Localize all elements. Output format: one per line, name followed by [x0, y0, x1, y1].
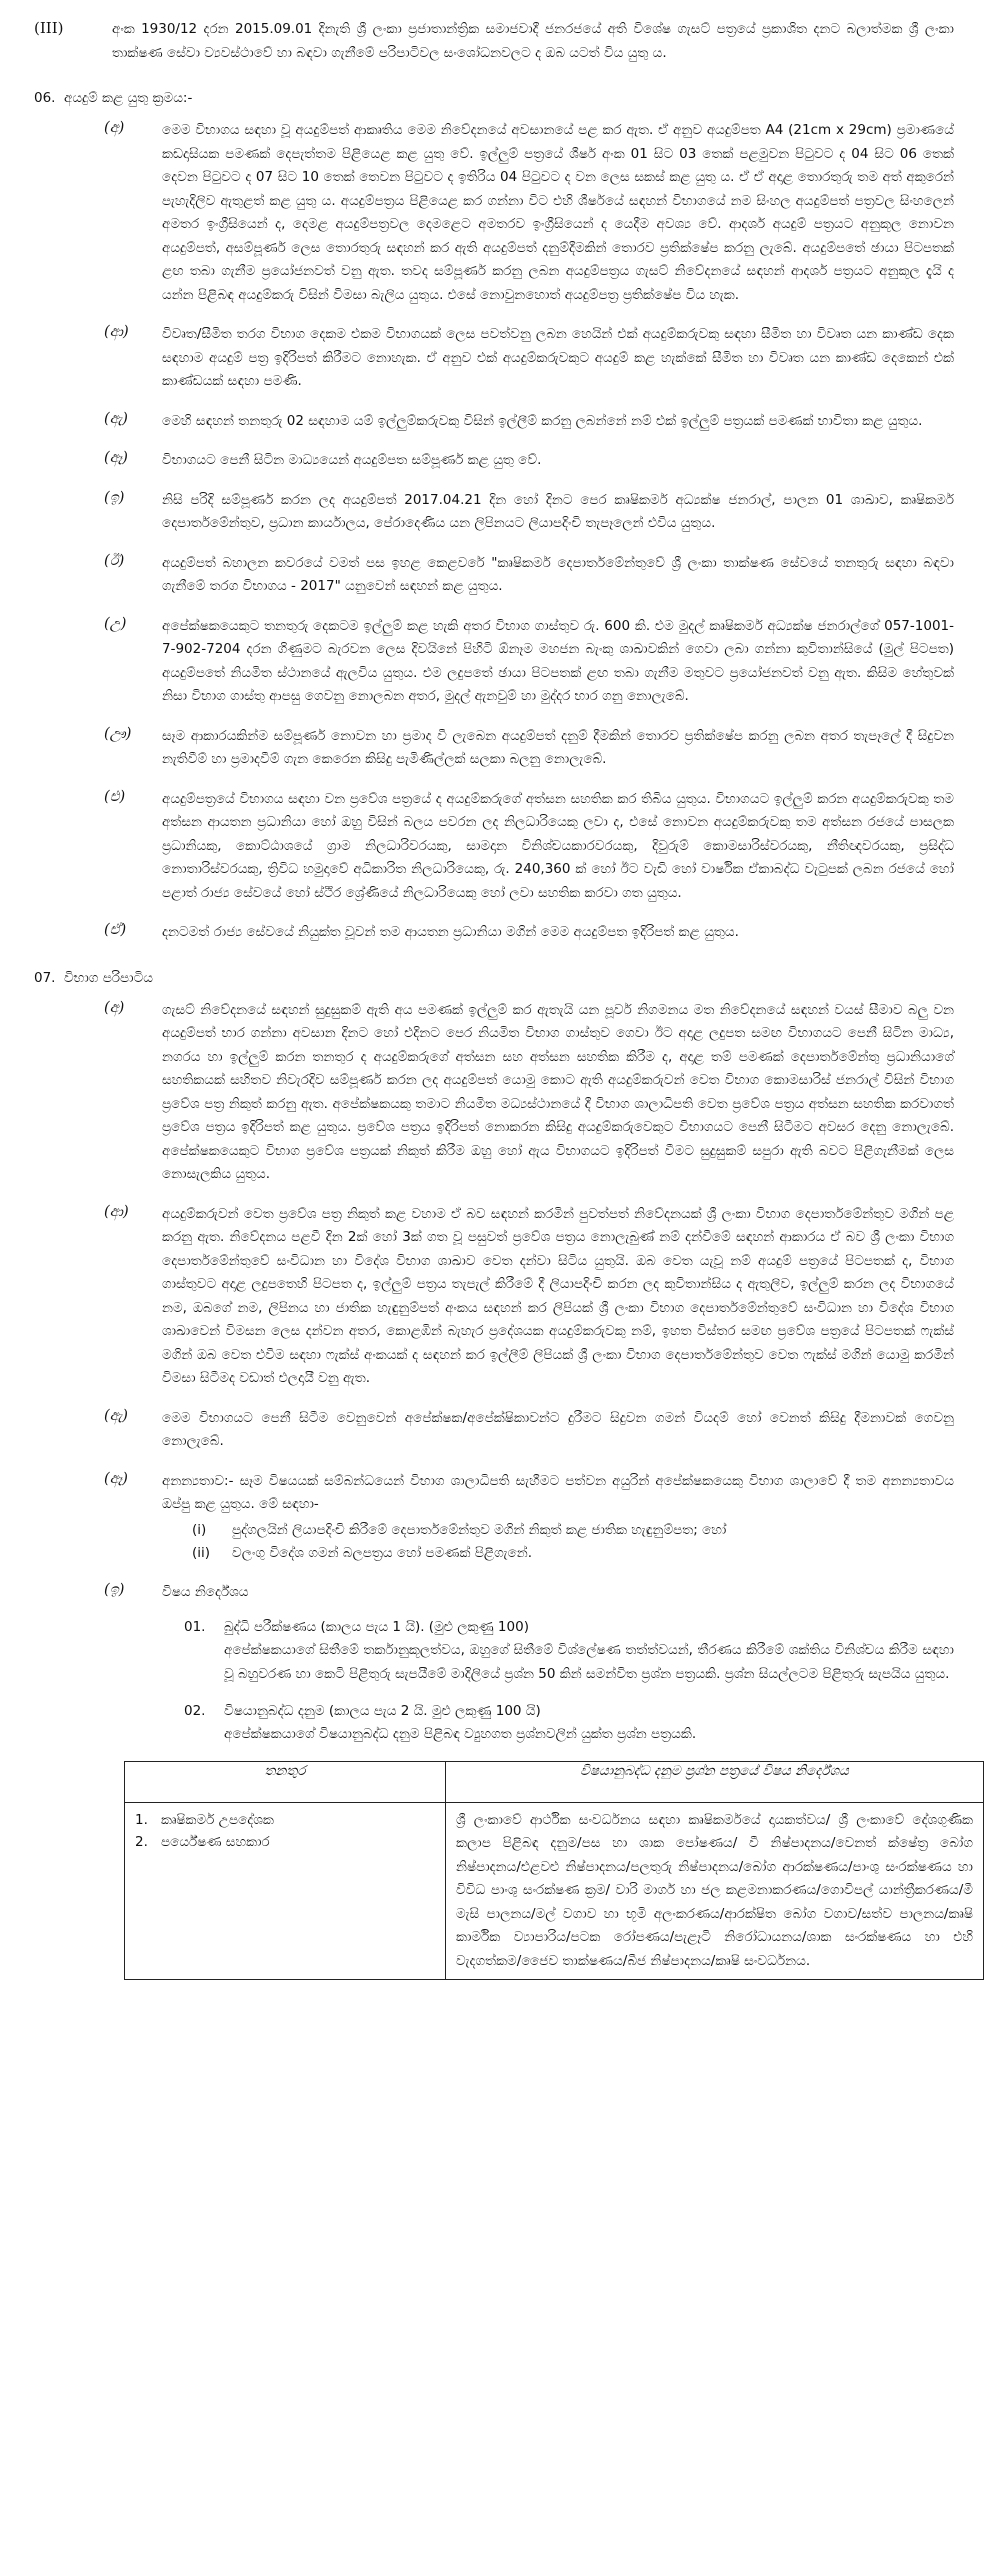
section-number: 06. [34, 90, 56, 106]
table-header-position: තනතුර [125, 1761, 446, 1802]
item-label: (අ) [104, 999, 125, 1016]
item-label: (ඌ) [104, 725, 132, 742]
section-07-item [104, 1470, 954, 1565]
subject-text: අපේක්ෂකයාගේ සිතීමේ තර්කානුකූලත්වය, ඔහුගේ සිතීමේ විශ්ලේෂණ තත්ත්වයන්, තීරණය කිරීමේ ශක්තිය විනිශ්චය කිරීම සඳහා වූ බහුවරණ හා කෙටි පිළිතුරු සැපයීමේ මාදිලියේ ප්‍රශ්න 50 කින් සමන්විත ප්‍රශ්න පත්‍රයකි. ප්‍රශ්න සියල්ලටම පිළිතුරු සැපයිය යුතුය. [224, 1642, 954, 1682]
table-row [125, 1802, 984, 1980]
item-text: විවෘත/සීමිත තරග විභාග දෙකම එකම විභාගයක් ලෙස පවත්වනු ලබන හෙයින් එක් අයදුම්කරුවකු සඳහා සීමිත හා විවෘත යන කාණ්ඩ දෙක සඳහාම අයදුම් පත්‍ර ඉදිරිපත් කිරීමට නොහැක. ඒ අනුව එක් අයදුම්කරුවකුට අයදුම් කළ හැක්කේ සීමිත හා විවෘත යන කාණ්ඩ දෙකෙන් එක් කාණ්ඩයක් සඳහා පමණි. [162, 326, 954, 389]
positions-cell [125, 1802, 446, 1980]
clause-iii [34, 18, 954, 65]
subject-heading [184, 1700, 954, 1723]
position-name: පර්යේෂණ සහකාර [161, 1834, 270, 1850]
item-text: මෙහි සඳහන් තනතුරු 02 සඳහාම යම් ඉල්ලුම්කරුවකු විසින් ඉල්ලීම් කරනු ලබන්නේ නම් එක් ඉල්ලුම් පත්‍රයක් පමණක් භාවිතා කළ යුතුය. [162, 412, 923, 429]
clause-text: අංක 1930/12 දරන 2015.09.01 දිනැති ශ්‍රී ලංකා ප්‍රජාතාන්ත්‍රික සමාජවාදී ජනරජයේ අති විශේෂ ගැසට් පත්‍රයේ ප්‍රකාශිත දනට බලාත්මක ශ්‍රී ලංකා තාක්ෂණ සේවා ව්‍යවස්ථාවේ හා බඳවා ගැනීමේ පරිපාටිවල සංශෝධනවලට ද ඔබ යටත් විය යුතු ය. [112, 21, 954, 61]
item-text: මෙම විභාගය සඳහා වූ අයදුම්පත් ආකෘතිය මෙම නිවේදනයේ අවසානයේ පළ කර ඇත. ඒ අනුව අයදුම්පත A4 (21cm x 29cm) ප්‍රමාණයේ කඩදාසියක පමණක් දෙපැත්තම පිළියෙළ කළ යුතු වේ. ඉල්ලුම් පත්‍රයේ ශීර්ෂ අංක 01 සිට 03 තෙක් පළමුවන පිටුවට ද 04 සිට 06 තෙක් දෙවන පිටුවට ද 07 සිට 10 තෙක් තෙවන පිටුවට ද ඉතිරිය 04 පිටුවට ද වන ලෙස සකස් කළ යුතු ය. ඒ ඒ අදාළ තොරතුරු තම අත් අකුරෙන් පැහැදිලිව ඇතුළත් කළ යුතු ය. අයදුම්පත්‍රය පිළියෙළ කර ගන්නා විට එහි ශීර්ෂයේ සඳහන් විභාගයේ නම සිංහල අයදුම්පත් පත්‍රවල සිංහලෙන් අමතර ඉංග්‍රීසියෙන් ද, දෙමළ අයදුම්පත්‍රවල දෙමළෙට අමතරව ඉංග්‍රීසියෙන් ද යෙදීම අවශ්‍ය වේ. ආදර්ශ අයදුම් පත්‍රයට අනුකූල නොවන අයදුම්පත්, අසම්පූර්ණ ලෙස තොරතුරු සඳහන් කර ඇති අයදුම්පත් දනුම්දීමකින් තොරව ප්‍රතික්ෂේප කරනු ලැබේ. අයදුම්පතේ ඡායා පිටපතක් ළඟ තබා ගැනීම ප්‍රයෝජනවත් වනු ඇත. තවද සම්පූර්ණ කරනු ලබන අයදුම්පත්‍රය ගැසට් නිවේදනයේ සඳහන් ආදර්ශ පත්‍රයට අනුකූල දැයි ද යන්න පිළිබඳ අයදුම්කරු විසින් විමසා බැලිය යුතුය. එසේ නොවුනහොත් අයදුම්පත්‍ර ප්‍රතික්ෂේප විය හැක. [162, 122, 954, 303]
subject-block [184, 1616, 954, 1686]
subject-title: විෂයානුබද්ධ දනුම (කාලය පැය 2 යි. මුළු ලකුණු 100 යි) [224, 1703, 541, 1719]
item-text: විෂය නිර්දේශය [162, 1583, 249, 1600]
table-header-row [125, 1761, 984, 1802]
list-number: (ii) [192, 1544, 211, 1561]
item-label: (ඈ) [104, 1470, 128, 1487]
item-text: නිසි පරිදි සම්පූර්ණ කරන ලද අයදුම්පත් 2017.04.21 දින හෝ දිනට පෙර කෘෂිකර්ම අධ්‍යක්ෂ ජනරාල්, පාලන 01 ශාඛාව, කෘෂිකර්ම දෙපාර්තමේන්තුව, ප්‍රධාන කාර්යාලය, පේරාදෙණිය යන ලිපිනයට ලියාපදිංචි තැපෑලෙන් එවිය යුතුය. [162, 491, 954, 531]
section-06-item [104, 119, 954, 307]
item-text: අයදුම්පත්‍රයේ විභාගය සඳහා වන ප්‍රවේශ පත්‍රයේ ද අයදුම්කරුගේ අත්සන සහතික කර තිබිය යුතුය. විභාගයට ඉල්ලුම් කරන අයදුම්කරුවකු තම අත්සන ආයතන ප්‍රධානියා හෝ ඔහු විසින් බලය පවරන ලද නිලධාරියෙකු ලවා ද, එසේ නොවන අයදුම්කරුවකු තම අත්සන රජයේ පාසලක ප්‍රධානියකු, කොට්ඨාශයේ ග්‍රාම නිලධාරිවරයකු, සාමදාන විනිශ්චයකාරවරයකු, දිවුරුම් කොමසාරිස්වරයකු, නීතිඥවරයකු, ප්‍රසිද්ධ නොතාරිස්වරයකු, ත්‍රිවිධ හමුදාවේ අධිකාරිත නිලධාරියෙකු, රු. 240,360 ක් හෝ ඊට වැඩි හෝ වාර්ෂික ඒකාබද්ධ වැටුපක් ලබන රජයේ හෝ පළාත් රාජ්‍ය සේවයේ හෝ ස්ථිර ශ්‍රේණියේ නිලධාරියෙකු හෝ ලවා සහතික කරවා ගත යුතුය. [162, 790, 954, 901]
item-text: අපේක්ෂකයෙකුට තනතුරු දෙකටම ඉල්ලුම් කළ හැකි අතර විභාග ගාස්තුව රු. 600 කි. එම මුදල් කෘෂිකර්ම අධ්‍යක්ෂ ජනරාල්ගේ 057-1001-7-902-7204 දරන ගිණුමට බැරවන ලෙස දිවයිනේ පිහිටි ඕනෑම මහජන බැංකු ශාඛාවකින් ගෙවා ලබා ගන්නා කුවිතාන්සියේ (මුල් පිටපත) අයදුම්පතේ නියමිත ස්ථානයේ ඇලවිය යුතුය. එම ලදුපතේ ඡායා පිටපතක් ළඟ තබා ගැනීම මතුවට ප්‍රයෝජනවත් වනු ඇත. කිසිම හේතුවක් නිසා විභාග ගාස්තු ආපසු ගෙවනු නොලබන අතර, මුදල් ඇනවුම් හා මුද්දර භාර ගනු නොලැබේ. [162, 617, 954, 704]
item-label: (ඒ) [104, 922, 127, 938]
subject-block [184, 1700, 954, 1747]
section-06-item [104, 489, 954, 536]
section-07-heading [34, 967, 954, 989]
item-text: මෙම විභාගයට පෙනී සිටීම වෙනුවෙන් අපේක්ෂක/අපේක්ෂිකාවන්ට දුරීමට සිදුවන ගමන් වියදම් හෝ වෙනත් කිසිදු දීමනාවක් ගෙවනු නොලැබේ. [162, 1409, 954, 1449]
item-label: (ඈ) [104, 450, 128, 466]
item-label: (ආ) [104, 1203, 129, 1220]
item-label: (අ) [104, 120, 125, 136]
item-label: (ඇ) [104, 410, 128, 427]
subject-heading [184, 1616, 954, 1639]
list-item [192, 1542, 954, 1565]
section-06-item [104, 788, 954, 906]
item-label: (උ) [104, 615, 127, 632]
item-text: ගැසට් නිවේදනයේ සඳහන් සුදුසුකම් ඇති අය පමණක් ඉල්ලුම් කර ඇතැයි යන පූර්ව නිගමනය මත නිවේදනයේ සඳහන් වයස් සීමාව බලු වන අයදුම්පත් භාර ගන්නා අවසාන දිනට හෝ එදිනට පෙර නියමිත විභාග ගාස්තුව ගෙවා ඊට අදාළ ලදුපත සමඟ විභාගයට පෙනී සිටින මාධ්‍ය, නගරය හා ඉල්ලුම් කරන තනතුර ද අයදුම්කරුගේ අත්සන සහ අත්සන සහතික කිරීම ද, අදාළ තම් පමණක් දෙපාර්තමේන්තු ප්‍රධානියාගේ සහතිකයක් සහිතව නිවැරදිව සම්පූර්ණ කරන ලද අයදුම්පත් යොමු කොට ඇති අයදුම්කරුවන් වෙත විභාග කොමසාරිස් ජනරාල් විසින් විභාග ප්‍රවේශ පත්‍ර නිකුත් කරනු ඇත. අපේක්ෂකයකු තමාට නියමිත මධ්‍යස්ථානයේ දී විභාග ශාලාධිපති වෙත ප්‍රවේශ පත්‍රය අත්සන සහතික කරවාගත් ප්‍රවේශ පත්‍රය ඉදිරිපත් කළ යුතුය. ප්‍රවේශ පත්‍රය ඉදිරිපත් නොකරන කිසිදු අයදුම්කරුවෙකුට විභාගයට පෙනී සිටීමට අවසර දෙනු නොලැබේ. අපේක්ෂකයෙකුට විභාග ප්‍රවේශ පත්‍රයක් නිකුත් කිරීම ඔහු හෝ ඇය විභාගයට ඉදිරිපත් වීමට සුදුසුකම් සපුරා ඇති බවට පිළිගැනීමක් ලෙස නොසැලකිය යුතුය. [162, 1001, 954, 1182]
list-number: (i) [192, 1521, 207, 1538]
position-name: කෘෂිකර්ම උපදේශක [161, 1811, 274, 1828]
item-text: විභාගයට පෙනී සිටින මාධ්‍යයෙන් අයදුම්පත සම්පූර්ණ කළ යුතු වේ. [162, 452, 542, 468]
section-06-heading [34, 87, 954, 109]
syllabus-text: ශ්‍රී ලංකාවේ ආර්ථික සංවර්ධනය සඳහා කෘෂිකර්මයේ දායකත්වය/ ශ්‍රී ලංකාවේ දේශගුණික කලාප පිළිබඳ දනුම/පස හා ශාක පෝෂණය/ වී නිෂ්පාදනය/වෙනත් ක්ෂේත්‍ර බෝග නිෂ්පාදනය/එළවළු නිෂ්පාදනය/පලතුරු නිෂ්පාදනය/බෝග ආරක්ෂණය/පාංශු සංරක්ෂණය හා විවිධ පාංශු සංරක්ෂණ ක්‍රම/ වාරි මාර්ග හා ජල කළමනාකරණය/ගොවිපල් යාන්ත්‍රීකරණය/මී මැසි පාලනය/මල් වගාව හා භූමි අලංකරණය/ආරක්ෂිත බෝග වගාව/සත්ව පාලනය/කෘෂි කාර්මික ව්‍යාපාරිය/පටක රෝපණය/පැළෑටි නිරෝධායනය/ශාක සංරක්ෂණය හා එහි වැදගත්කම/ජෛව තාක්ෂණය/බීජ නිෂ්පාදනය/කෘෂි සංවර්ධනය. [456, 1811, 973, 1969]
subject-number: 01. [184, 1619, 206, 1635]
item-label: (එ) [104, 788, 126, 805]
section-07-item [104, 1203, 954, 1391]
section-06-item [104, 410, 954, 434]
item-label: (ආ) [104, 324, 129, 340]
item-label: (ඊ) [104, 552, 125, 569]
section-07-item [104, 1407, 954, 1454]
position-item [135, 1831, 435, 1854]
item-text: අයදුම්පත් බහාලන කවරයේ වමත් පස ඉහළ කෙළවරේ "කෘෂිකර්ම දෙපාර්තමේන්තුවේ ශ්‍රී ලංකා තාක්ෂණ සේවයේ තනතුරු සඳහා බඳවා ගැනීමේ තරග විභාගය - 2017" යනුවෙන් සඳහන් කළ යුතුය. [162, 554, 954, 594]
subject-title: බුද්ධි පරීක්ෂණය (කාලය පැය 1 යි). (මුළු ලකුණු 100) [224, 1619, 529, 1635]
identity-document-list [192, 1519, 954, 1565]
list-text: පුද්ගලයින් ලියාපදිංචි කිරීමේ දෙපාර්තමේන්තුව මගින් නිකුත් කළ ජාතික හැඳුනුම්පත; හෝ [232, 1521, 727, 1538]
position-number: 2. [135, 1834, 148, 1850]
section-06-item [104, 323, 954, 394]
section-06-item [104, 449, 954, 473]
section-number: 07. [34, 969, 56, 986]
syllabus-table [124, 1761, 984, 1981]
item-text: සෑම ආකාරයකින්ම සම්පූර්ණ නොවන හා ප්‍රමාද වී ලැබෙන අයදුම්පත් දනුම් දීමකින් තොරව ප්‍රතික්ෂේප කරනු ලබන අතර තැපෑලේ දී සිදුවන නැතිවීම් හා ප්‍රමාදවීම් ගැන කෙරෙන කිසිදු පැමිණිල්ලක් සලකා බලනු නොලැබේ. [162, 727, 954, 767]
section-06-item [104, 615, 954, 709]
section-06-item [104, 552, 954, 599]
item-text: අනන්‍යතාව:- සෑම විෂයයක් සම්බන්ධයෙන් විභාග ශාලාධිපති සැහීමට පත්වන අයුරින් අපේක්ෂකයෙකු විභාග ශාලාවේ දී තම අනන්‍යතාවය ඔප්පු කළ යුතුය. මේ සඳහා- [162, 1472, 954, 1512]
clause-label: (III) [34, 19, 64, 37]
subject-text: අපේක්ෂකයාගේ විෂයානුබද්ධ දනුම පිළිබඳ ව්‍යුහගත ප්‍රශ්නවලින් යුක්ත ප්‍රශ්න පත්‍රයකි. [224, 1726, 697, 1742]
section-title: විභාග පරිපාටිය [64, 969, 154, 986]
table-header-syllabus: විෂයානුබද්ධ දනුම ප්‍රශ්න පත්‍රයේ විෂය නිර්දේශය [446, 1761, 984, 1802]
item-label: (ඉ) [104, 489, 125, 506]
position-number: 1. [135, 1811, 148, 1828]
item-text: දනටමත් රාජ්‍ය සේවයේ නියුක්ත වූවන් තම ආයතන ප්‍රධානියා මගින් මෙම අයදුම්පත ඉදිරිපත් කළ යුතුය. [162, 924, 739, 940]
section-06-item [104, 725, 954, 772]
position-item [135, 1809, 435, 1832]
section-06-item [104, 921, 954, 945]
item-label: (ඉ) [104, 1581, 125, 1598]
syllabus-cell [446, 1802, 984, 1980]
subject-number: 02. [184, 1703, 206, 1719]
list-item [192, 1519, 954, 1542]
item-text: අයදුම්කරුවන් වෙත ප්‍රවේශ පත්‍ර නිකුත් කළ වහාම ඒ බව සඳහන් කරමින් පුවත්පත් නිවේදනයක් ශ්‍රී ලංකා විභාග දෙපාර්තමේන්තුව මගින් පළ කරනු ඇත. නිවේදනය පළවී දින 2ක් හෝ 3ක් ගත වූ පසුවත් ප්‍රවේශ පත්‍රය නොලැබුණ් නම් දන්වීමේ සඳහන් ආකාරය ඒ බව ශ්‍රී ලංකා විභාග දෙපාර්තමේන්තුවේ සංවිධාන හා විදේශ විභාග ශාඛාව වෙත දන්වා සිටිය යුතුයි. ඔබ වෙත යැවූ නම් අයදුම් පත්‍රයේ පිටපතක් ද, විභාග ගාස්තුවට අදාළ ලදුපතෙහි පිටපත ද, ඉල්ලුම් පත්‍රය තැපැල් කිරීමේ දී ලියාපදිංචි කරන ලද කුවිතාන්සිය ද ඇතුලිව, ඉල්ලුම් කරන ලද විභාගයේ නම, ඔබගේ නම, ලිපිනය හා ජාතික හැඳුනුම්පත් අංකය සඳහන් කර ලිපියක් ශ්‍රී ලංකා විභාග දෙපාර්තමේන්තුවේ සංවිධාන හා විදේශ විභාග ශාඛාවෙන් විමසන ලෙස දන්වන අතර, කොළඹින් බැහැර ප්‍රදේශයක අයදුම්කරුවකු නම්, ඉහත විස්තර සමඟ ප්‍රවේශ පත්‍රයේ පිටපතක් ෆැක්ස් මගින් ඔබ වෙත එවීම සඳහා ෆැක්ස් අංකයක් ද සඳහන් කර ඉල්ලීම් ලිපියක් ශ්‍රී ලංකා විභාග දෙපාර්තමේන්තුව වෙත ෆැක්ස් මගින් යොමු කරමින් විමසා සිටීමද වඩාත් එලදායී වනු ඇත. [162, 1205, 954, 1386]
item-label: (ඇ) [104, 1407, 128, 1424]
section-07-item [104, 999, 954, 1187]
section-07-item [104, 1581, 954, 1605]
list-text: වලංගු විදේශ ගමන් බලපත්‍රය හෝ පමණක් පිළිගැනේ. [232, 1544, 532, 1561]
section-title: අයදුම් කළ යුතු ක්‍රමය:- [64, 90, 193, 106]
